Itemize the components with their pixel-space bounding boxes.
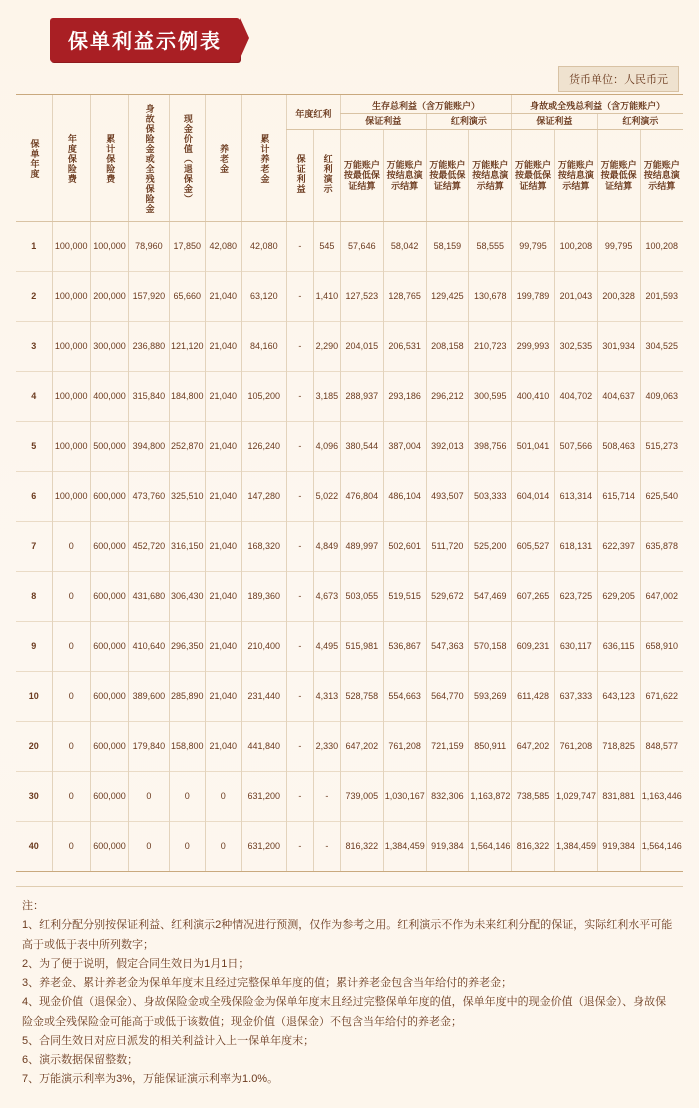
th-surv-guar-univ-demo: 万能账户按结息演示结算 bbox=[383, 129, 426, 221]
cell-cash-value: 17,850 bbox=[169, 222, 205, 272]
cell-annual-premium: 0 bbox=[52, 622, 90, 672]
cell-surv-guar-univ-min: 57,646 bbox=[340, 222, 383, 272]
cell-death-benefit: 431,680 bbox=[129, 572, 170, 622]
cell-death-guar-univ-demo: 637,333 bbox=[554, 672, 597, 722]
cell-death-guar-univ-demo: 201,043 bbox=[554, 272, 597, 322]
cell-death-guar-univ-min: 647,202 bbox=[512, 722, 555, 772]
cell-death-benefit: 315,840 bbox=[129, 372, 170, 422]
cell-cumulative-premium: 600,000 bbox=[90, 722, 128, 772]
th-pension: 养老金 bbox=[205, 95, 241, 222]
table-row bbox=[16, 472, 683, 522]
cell-surv-guar-univ-min: 489,997 bbox=[340, 522, 383, 572]
cell-death-div-univ-demo: 671,622 bbox=[640, 672, 683, 722]
cell-death-guar-univ-min: 99,795 bbox=[512, 222, 555, 272]
cell-death-div-univ-min: 718,825 bbox=[597, 722, 640, 772]
cell-cash-value: 158,800 bbox=[169, 722, 205, 772]
th-group-annual-dividend: 年度红利 bbox=[286, 95, 340, 129]
table-row bbox=[16, 372, 683, 422]
cell-death-div-univ-demo: 658,910 bbox=[640, 622, 683, 672]
table-row bbox=[16, 522, 683, 572]
cell-death-guar-univ-demo: 630,117 bbox=[554, 622, 597, 672]
cell-pension: 21,040 bbox=[205, 572, 241, 622]
table-row bbox=[16, 772, 683, 822]
cell-policy-year: 1 bbox=[16, 222, 52, 272]
cell-pension: 0 bbox=[205, 822, 241, 872]
cell-surv-div-univ-min: 493,507 bbox=[426, 472, 469, 522]
page-title: 保单利益示例表 bbox=[50, 18, 240, 62]
cell-death-guar-univ-demo: 761,208 bbox=[554, 722, 597, 772]
cell-surv-div-univ-demo: 130,678 bbox=[469, 272, 512, 322]
table-row bbox=[16, 822, 683, 872]
cell-surv-guar-univ-demo: 387,004 bbox=[383, 422, 426, 472]
cell-surv-guar-univ-demo: 502,601 bbox=[383, 522, 426, 572]
cell-death-div-univ-demo: 100,208 bbox=[640, 222, 683, 272]
cell-death-guar-univ-min: 605,527 bbox=[512, 522, 555, 572]
cell-policy-year: 4 bbox=[16, 372, 52, 422]
cell-annual-premium: 0 bbox=[52, 722, 90, 772]
cell-death-div-univ-demo: 635,878 bbox=[640, 522, 683, 572]
cell-dividend-demo: 2,330 bbox=[313, 722, 340, 772]
cell-death-div-univ-min: 636,115 bbox=[597, 622, 640, 672]
cell-surv-div-univ-min: 511,720 bbox=[426, 522, 469, 572]
cell-surv-div-univ-demo: 1,163,872 bbox=[469, 772, 512, 822]
th-death-dividend-demo: 红利演示 bbox=[597, 114, 683, 129]
cell-cumulative-premium: 200,000 bbox=[90, 272, 128, 322]
cell-surv-div-univ-demo: 1,564,146 bbox=[469, 822, 512, 872]
th-death-disability-benefit: 身故保险金或全残保险金 bbox=[129, 95, 170, 222]
note-item: 6、演示数据保留整数； bbox=[22, 1054, 139, 1066]
cell-pension: 21,040 bbox=[205, 522, 241, 572]
cell-policy-year: 10 bbox=[16, 672, 52, 722]
cell-cumulative-pension: 105,200 bbox=[241, 372, 286, 422]
cell-pension: 21,040 bbox=[205, 422, 241, 472]
cell-death-benefit: 473,760 bbox=[129, 472, 170, 522]
cell-surv-guar-univ-min: 288,937 bbox=[340, 372, 383, 422]
note-item: 1、红利分配分别按保证利益、红利演示2种情况进行预测，仅作为参考之用。红利演示不作为未来红利分配的保证，实际红利水平可能高于或低于表中所列数字； bbox=[22, 919, 673, 951]
currency-note-row bbox=[16, 66, 683, 92]
cell-annual-premium: 0 bbox=[52, 822, 90, 872]
cell-surv-div-univ-demo: 547,469 bbox=[469, 572, 512, 622]
cell-surv-guar-univ-min: 204,015 bbox=[340, 322, 383, 372]
cell-dividend-guarantee: - bbox=[286, 472, 313, 522]
cell-surv-guar-univ-min: 515,981 bbox=[340, 622, 383, 672]
cell-death-div-univ-demo: 647,002 bbox=[640, 572, 683, 622]
cell-dividend-demo: 4,495 bbox=[313, 622, 340, 672]
cell-policy-year: 6 bbox=[16, 472, 52, 522]
th-annual-premium: 年度保险费 bbox=[52, 95, 90, 222]
cell-death-benefit: 410,640 bbox=[129, 622, 170, 672]
cell-dividend-demo: 545 bbox=[313, 222, 340, 272]
cell-cumulative-pension: 631,200 bbox=[241, 772, 286, 822]
cell-cumulative-premium: 300,000 bbox=[90, 322, 128, 372]
cell-dividend-demo: 2,290 bbox=[313, 322, 340, 372]
cell-dividend-guarantee: - bbox=[286, 622, 313, 672]
cell-cumulative-premium: 600,000 bbox=[90, 472, 128, 522]
cell-surv-guar-univ-demo: 519,515 bbox=[383, 572, 426, 622]
cell-death-guar-univ-demo: 302,535 bbox=[554, 322, 597, 372]
cell-cumulative-premium: 600,000 bbox=[90, 572, 128, 622]
cell-policy-year: 3 bbox=[16, 322, 52, 372]
cell-death-guar-univ-min: 611,428 bbox=[512, 672, 555, 722]
cell-dividend-demo: 4,313 bbox=[313, 672, 340, 722]
cell-cumulative-pension: 84,160 bbox=[241, 322, 286, 372]
cell-cumulative-premium: 600,000 bbox=[90, 672, 128, 722]
cell-death-benefit: 78,960 bbox=[129, 222, 170, 272]
cell-surv-div-univ-min: 58,159 bbox=[426, 222, 469, 272]
cell-cumulative-premium: 600,000 bbox=[90, 822, 128, 872]
cell-cash-value: 0 bbox=[169, 772, 205, 822]
cell-death-benefit: 236,880 bbox=[129, 322, 170, 372]
cell-policy-year: 20 bbox=[16, 722, 52, 772]
cell-surv-guar-univ-demo: 206,531 bbox=[383, 322, 426, 372]
cell-death-div-univ-min: 622,397 bbox=[597, 522, 640, 572]
cell-cumulative-pension: 147,280 bbox=[241, 472, 286, 522]
table-row bbox=[16, 322, 683, 372]
th-cumulative-premium: 累计保险费 bbox=[90, 95, 128, 222]
cell-surv-guar-univ-min: 528,758 bbox=[340, 672, 383, 722]
cell-cumulative-premium: 500,000 bbox=[90, 422, 128, 472]
cell-death-guar-univ-min: 607,265 bbox=[512, 572, 555, 622]
cell-surv-div-univ-min: 832,306 bbox=[426, 772, 469, 822]
cell-policy-year: 30 bbox=[16, 772, 52, 822]
cell-policy-year: 2 bbox=[16, 272, 52, 322]
cell-surv-guar-univ-min: 476,804 bbox=[340, 472, 383, 522]
cell-death-guar-univ-demo: 100,208 bbox=[554, 222, 597, 272]
cell-death-div-univ-min: 615,714 bbox=[597, 472, 640, 522]
th-group-survival-total: 生存总利益（含万能账户） bbox=[340, 95, 511, 114]
cell-death-benefit: 389,600 bbox=[129, 672, 170, 722]
cell-dividend-guarantee: - bbox=[286, 322, 313, 372]
cell-death-benefit: 157,920 bbox=[129, 272, 170, 322]
cell-cash-value: 252,870 bbox=[169, 422, 205, 472]
note-item: 5、合同生效日对应日派发的相关利益计入上一保单年度末； bbox=[22, 1034, 315, 1047]
cell-policy-year: 40 bbox=[16, 822, 52, 872]
cell-cash-value: 285,890 bbox=[169, 672, 205, 722]
cell-dividend-demo: 3,185 bbox=[313, 372, 340, 422]
cell-death-guar-univ-demo: 1,029,747 bbox=[554, 772, 597, 822]
notes-section bbox=[16, 886, 683, 1098]
cell-surv-guar-univ-demo: 486,104 bbox=[383, 472, 426, 522]
cell-death-div-univ-min: 831,881 bbox=[597, 772, 640, 822]
cell-death-benefit: 394,800 bbox=[129, 422, 170, 472]
cell-cumulative-pension: 63,120 bbox=[241, 272, 286, 322]
cell-cumulative-pension: 231,440 bbox=[241, 672, 286, 722]
cell-dividend-demo: 4,673 bbox=[313, 572, 340, 622]
cell-surv-guar-univ-min: 816,322 bbox=[340, 822, 383, 872]
cell-pension: 0 bbox=[205, 772, 241, 822]
cell-death-div-univ-min: 301,934 bbox=[597, 322, 640, 372]
cell-surv-guar-univ-demo: 536,867 bbox=[383, 622, 426, 672]
th-policy-year: 保单年度 bbox=[16, 95, 52, 222]
cell-cumulative-pension: 168,320 bbox=[241, 522, 286, 572]
currency-unit-note: 货币单位：人民币元 bbox=[558, 66, 679, 92]
th-death-div-univ-min: 万能账户按最低保证结算 bbox=[597, 129, 640, 221]
cell-death-div-univ-demo: 409,063 bbox=[640, 372, 683, 422]
cell-cumulative-pension: 189,360 bbox=[241, 572, 286, 622]
table-row bbox=[16, 622, 683, 672]
cell-surv-div-univ-min: 529,672 bbox=[426, 572, 469, 622]
cell-cumulative-premium: 100,000 bbox=[90, 222, 128, 272]
cell-death-div-univ-min: 99,795 bbox=[597, 222, 640, 272]
cell-surv-div-univ-min: 919,384 bbox=[426, 822, 469, 872]
cell-dividend-guarantee: - bbox=[286, 522, 313, 572]
cell-death-guar-univ-demo: 404,702 bbox=[554, 372, 597, 422]
cell-death-guar-univ-min: 609,231 bbox=[512, 622, 555, 672]
cell-cumulative-pension: 631,200 bbox=[241, 822, 286, 872]
table-row bbox=[16, 222, 683, 272]
cell-death-div-univ-min: 919,384 bbox=[597, 822, 640, 872]
cell-pension: 21,040 bbox=[205, 322, 241, 372]
cell-cash-value: 325,510 bbox=[169, 472, 205, 522]
cell-death-guar-univ-min: 738,585 bbox=[512, 772, 555, 822]
cell-surv-guar-univ-demo: 128,765 bbox=[383, 272, 426, 322]
cell-dividend-demo: 4,096 bbox=[313, 422, 340, 472]
cell-surv-div-univ-demo: 210,723 bbox=[469, 322, 512, 372]
cell-dividend-demo: - bbox=[313, 772, 340, 822]
cell-surv-div-univ-demo: 58,555 bbox=[469, 222, 512, 272]
cell-death-div-univ-demo: 201,593 bbox=[640, 272, 683, 322]
cell-dividend-guarantee: - bbox=[286, 372, 313, 422]
cell-death-div-univ-min: 404,637 bbox=[597, 372, 640, 422]
th-death-guar-univ-min: 万能账户按最低保证结算 bbox=[512, 129, 555, 221]
cell-death-benefit: 0 bbox=[129, 772, 170, 822]
th-death-guar-univ-demo: 万能账户按结息演示结算 bbox=[554, 129, 597, 221]
th-dividend-guarantee: 保证利益 bbox=[286, 129, 313, 221]
cell-dividend-demo: - bbox=[313, 822, 340, 872]
cell-death-div-univ-min: 508,463 bbox=[597, 422, 640, 472]
cell-death-div-univ-demo: 1,564,146 bbox=[640, 822, 683, 872]
cell-surv-guar-univ-min: 647,202 bbox=[340, 722, 383, 772]
cell-pension: 21,040 bbox=[205, 272, 241, 322]
cell-surv-div-univ-demo: 503,333 bbox=[469, 472, 512, 522]
cell-policy-year: 9 bbox=[16, 622, 52, 672]
cell-death-div-univ-demo: 625,540 bbox=[640, 472, 683, 522]
th-dividend-demo: 红利演示 bbox=[313, 129, 340, 221]
cell-annual-premium: 100,000 bbox=[52, 422, 90, 472]
note-item: 2、为了便于说明，假定合同生效日为1月1日； bbox=[22, 957, 250, 970]
cell-policy-year: 7 bbox=[16, 522, 52, 572]
cell-death-guar-univ-min: 199,789 bbox=[512, 272, 555, 322]
th-death-guarantee: 保证利益 bbox=[512, 114, 598, 129]
note-item: 4、现金价值（退保金）、身故保险金或全残保险金为保单年度末且经过完整保单年度的值，保单年度中的现金价值（退保金）、身故保险金或全残保险金可能高于或低于该数值；现金价值（退保金）不包含当年给付的养老金； bbox=[22, 996, 667, 1028]
cell-death-guar-univ-demo: 623,725 bbox=[554, 572, 597, 622]
cell-surv-div-univ-min: 547,363 bbox=[426, 622, 469, 672]
cell-pension: 21,040 bbox=[205, 472, 241, 522]
cell-surv-div-univ-min: 721,159 bbox=[426, 722, 469, 772]
cell-cumulative-premium: 600,000 bbox=[90, 522, 128, 572]
cell-death-guar-univ-min: 816,322 bbox=[512, 822, 555, 872]
cell-dividend-guarantee: - bbox=[286, 422, 313, 472]
cell-surv-div-univ-demo: 300,595 bbox=[469, 372, 512, 422]
th-group-death-total: 身故或全残总利益（含万能账户） bbox=[512, 95, 683, 114]
cell-surv-div-univ-min: 129,425 bbox=[426, 272, 469, 322]
cell-cumulative-pension: 210,400 bbox=[241, 622, 286, 672]
table-row bbox=[16, 722, 683, 772]
cell-death-guar-univ-min: 501,041 bbox=[512, 422, 555, 472]
cell-dividend-demo: 1,410 bbox=[313, 272, 340, 322]
cell-death-div-univ-demo: 1,163,446 bbox=[640, 772, 683, 822]
cell-pension: 21,040 bbox=[205, 722, 241, 772]
cell-annual-premium: 0 bbox=[52, 772, 90, 822]
cell-cash-value: 184,800 bbox=[169, 372, 205, 422]
cell-death-guar-univ-demo: 507,566 bbox=[554, 422, 597, 472]
cell-pension: 21,040 bbox=[205, 372, 241, 422]
cell-surv-div-univ-demo: 525,200 bbox=[469, 522, 512, 572]
cell-death-div-univ-demo: 515,273 bbox=[640, 422, 683, 472]
cell-cumulative-premium: 400,000 bbox=[90, 372, 128, 422]
cell-death-guar-univ-demo: 613,314 bbox=[554, 472, 597, 522]
cell-dividend-guarantee: - bbox=[286, 672, 313, 722]
th-survival-dividend-demo: 红利演示 bbox=[426, 114, 512, 129]
cell-cash-value: 121,120 bbox=[169, 322, 205, 372]
table-row bbox=[16, 672, 683, 722]
cell-death-guar-univ-demo: 618,131 bbox=[554, 522, 597, 572]
cell-surv-div-univ-demo: 570,158 bbox=[469, 622, 512, 672]
cell-death-guar-univ-min: 604,014 bbox=[512, 472, 555, 522]
cell-annual-premium: 100,000 bbox=[52, 472, 90, 522]
cell-death-div-univ-min: 629,205 bbox=[597, 572, 640, 622]
th-cumulative-pension: 累计养老金 bbox=[241, 95, 286, 222]
cell-death-div-univ-demo: 848,577 bbox=[640, 722, 683, 772]
cell-surv-div-univ-min: 208,158 bbox=[426, 322, 469, 372]
benefit-illustration-table bbox=[16, 95, 683, 871]
cell-annual-premium: 100,000 bbox=[52, 222, 90, 272]
cell-cumulative-premium: 600,000 bbox=[90, 772, 128, 822]
cell-dividend-demo: 5,022 bbox=[313, 472, 340, 522]
title-area bbox=[50, 14, 683, 58]
cell-cumulative-pension: 441,840 bbox=[241, 722, 286, 772]
cell-surv-guar-univ-demo: 58,042 bbox=[383, 222, 426, 272]
note-item: 3、养老金、累计养老金为保单年度末且经过完整保单年度的值；累计养老金包含当年给付的养老金； bbox=[22, 977, 513, 989]
cell-surv-guar-univ-demo: 293,186 bbox=[383, 372, 426, 422]
cell-surv-guar-univ-demo: 554,663 bbox=[383, 672, 426, 722]
cell-pension: 42,080 bbox=[205, 222, 241, 272]
table-header bbox=[16, 95, 683, 222]
cell-dividend-guarantee: - bbox=[286, 572, 313, 622]
cell-death-guar-univ-demo: 1,384,459 bbox=[554, 822, 597, 872]
th-surv-div-univ-min: 万能账户按最低保证结算 bbox=[426, 129, 469, 221]
cell-annual-premium: 0 bbox=[52, 572, 90, 622]
th-surv-div-univ-demo: 万能账户按结息演示结算 bbox=[469, 129, 512, 221]
cell-dividend-guarantee: - bbox=[286, 222, 313, 272]
cell-dividend-guarantee: - bbox=[286, 772, 313, 822]
cell-cash-value: 296,350 bbox=[169, 622, 205, 672]
cell-death-benefit: 179,840 bbox=[129, 722, 170, 772]
th-cash-value: 现金价值（退保金） bbox=[169, 95, 205, 222]
benefit-table-container bbox=[16, 94, 683, 872]
cell-cumulative-pension: 126,240 bbox=[241, 422, 286, 472]
cell-death-benefit: 452,720 bbox=[129, 522, 170, 572]
cell-policy-year: 8 bbox=[16, 572, 52, 622]
table-row bbox=[16, 272, 683, 322]
cell-cumulative-premium: 600,000 bbox=[90, 622, 128, 672]
cell-surv-guar-univ-min: 739,005 bbox=[340, 772, 383, 822]
notes-heading: 注： bbox=[22, 900, 44, 912]
note-item: 7、万能演示利率为3%，万能保证演示利率为1.0%。 bbox=[22, 1073, 279, 1086]
cell-surv-guar-univ-demo: 1,030,167 bbox=[383, 772, 426, 822]
cell-death-guar-univ-min: 299,993 bbox=[512, 322, 555, 372]
cell-surv-div-univ-min: 296,212 bbox=[426, 372, 469, 422]
cell-surv-div-univ-demo: 398,756 bbox=[469, 422, 512, 472]
cell-cash-value: 316,150 bbox=[169, 522, 205, 572]
table-body bbox=[16, 222, 683, 872]
cell-pension: 21,040 bbox=[205, 672, 241, 722]
table-row bbox=[16, 572, 683, 622]
cell-death-benefit: 0 bbox=[129, 822, 170, 872]
cell-surv-div-univ-min: 564,770 bbox=[426, 672, 469, 722]
cell-annual-premium: 100,000 bbox=[52, 322, 90, 372]
cell-surv-guar-univ-min: 127,523 bbox=[340, 272, 383, 322]
cell-surv-guar-univ-min: 380,544 bbox=[340, 422, 383, 472]
cell-dividend-guarantee: - bbox=[286, 822, 313, 872]
cell-surv-guar-univ-demo: 761,208 bbox=[383, 722, 426, 772]
cell-death-div-univ-min: 643,123 bbox=[597, 672, 640, 722]
cell-surv-div-univ-demo: 850,911 bbox=[469, 722, 512, 772]
th-death-div-univ-demo: 万能账户按结息演示结算 bbox=[640, 129, 683, 221]
th-surv-guar-univ-min: 万能账户按最低保证结算 bbox=[340, 129, 383, 221]
cell-cash-value: 306,430 bbox=[169, 572, 205, 622]
table-row bbox=[16, 422, 683, 472]
cell-dividend-guarantee: - bbox=[286, 722, 313, 772]
cell-annual-premium: 100,000 bbox=[52, 372, 90, 422]
cell-surv-guar-univ-min: 503,055 bbox=[340, 572, 383, 622]
cell-cumulative-pension: 42,080 bbox=[241, 222, 286, 272]
cell-annual-premium: 0 bbox=[52, 672, 90, 722]
cell-surv-div-univ-demo: 593,269 bbox=[469, 672, 512, 722]
cell-annual-premium: 0 bbox=[52, 522, 90, 572]
cell-cash-value: 0 bbox=[169, 822, 205, 872]
cell-death-div-univ-demo: 304,525 bbox=[640, 322, 683, 372]
cell-cash-value: 65,660 bbox=[169, 272, 205, 322]
cell-dividend-guarantee: - bbox=[286, 272, 313, 322]
cell-pension: 21,040 bbox=[205, 622, 241, 672]
cell-death-guar-univ-min: 400,410 bbox=[512, 372, 555, 422]
cell-death-div-univ-min: 200,328 bbox=[597, 272, 640, 322]
cell-surv-div-univ-min: 392,013 bbox=[426, 422, 469, 472]
cell-dividend-demo: 4,849 bbox=[313, 522, 340, 572]
cell-annual-premium: 100,000 bbox=[52, 272, 90, 322]
th-survival-guarantee: 保证利益 bbox=[340, 114, 426, 129]
cell-surv-guar-univ-demo: 1,384,459 bbox=[383, 822, 426, 872]
cell-policy-year: 5 bbox=[16, 422, 52, 472]
